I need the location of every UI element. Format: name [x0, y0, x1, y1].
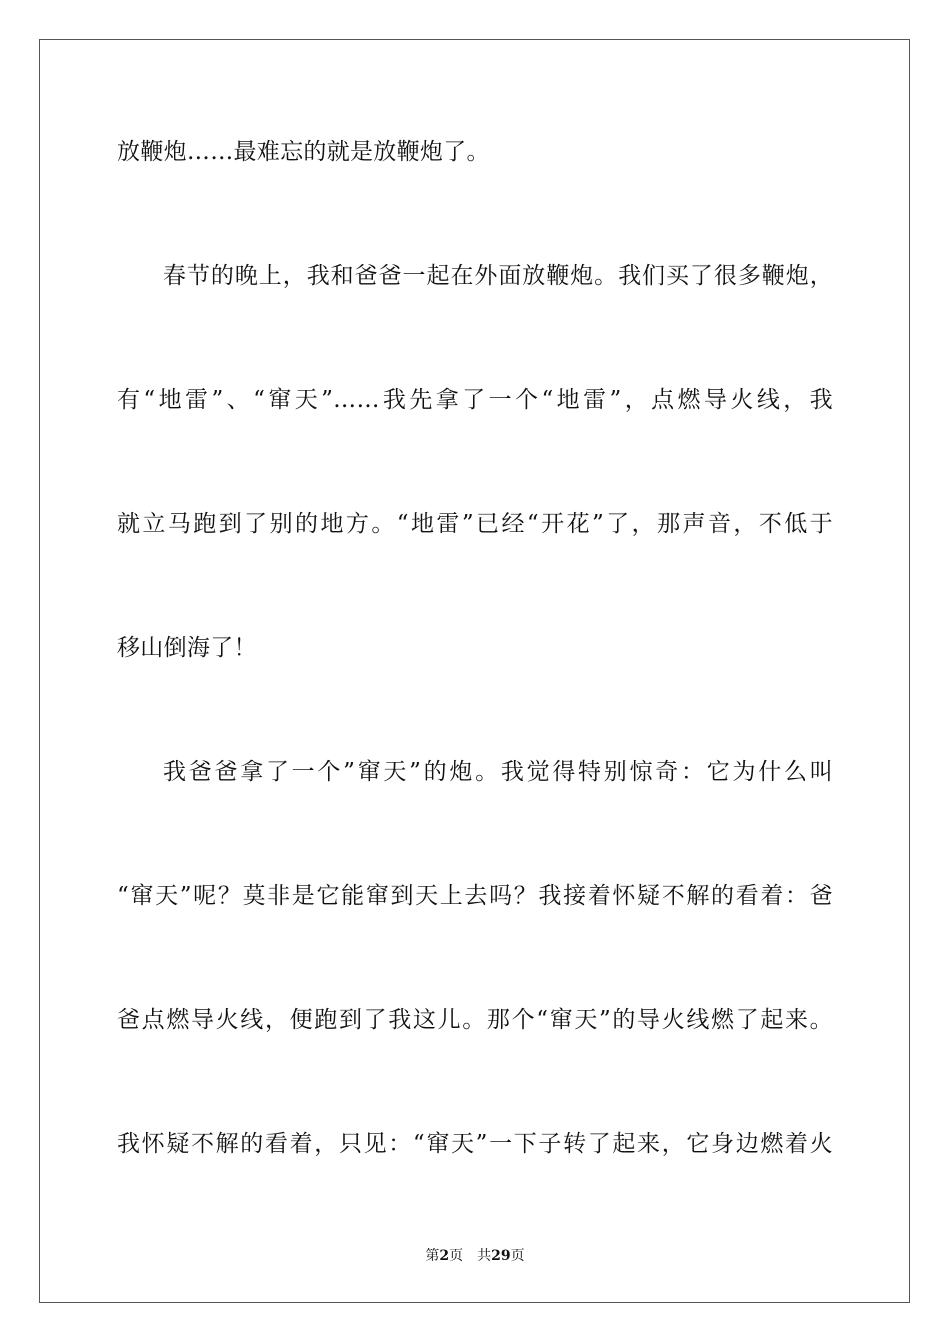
text-line-7: “窜天”呢？莫非是它能窜到天上去吗？我接着怀疑不解的看着：爸 — [117, 883, 833, 909]
total-prefix: 共 — [477, 1248, 492, 1264]
text-line-5: 移山倒海了！ — [117, 635, 257, 661]
text-line-1: 放鞭炮……最难忘的就是放鞭炮了。 — [117, 139, 490, 165]
page-suffix: 页 — [449, 1248, 464, 1264]
text-line-8: 爸点燃导火线，便跑到了我这儿。那个“窜天”的导火线燃了起来。 — [117, 1007, 833, 1033]
text-line-6: 我爸爸拿了一个”窜天”的炮。我觉得特别惊奇：它为什么叫 — [163, 759, 833, 785]
page-border — [39, 39, 910, 1303]
total-suffix: 页 — [510, 1248, 525, 1264]
text-line-3: 有“地雷”、“窜天”……我先拿了一个“地雷”，点燃导火线，我 — [117, 387, 833, 413]
page-number: 2 — [439, 1248, 450, 1264]
text-line-9: 我怀疑不解的看着，只见：“窜天”一下子转了起来，它身边燃着火 — [117, 1131, 833, 1157]
total-pages: 29 — [491, 1248, 511, 1264]
text-line-4: 就立马跑到了别的地方。“地雷”已经“开花”了，那声音，不低于 — [117, 511, 833, 537]
page-footer — [0, 1247, 950, 1265]
text-line-2: 春节的晚上，我和爸爸一起在外面放鞭炮。我们买了很多鞭炮， — [163, 263, 833, 289]
page-prefix: 第 — [425, 1248, 440, 1264]
